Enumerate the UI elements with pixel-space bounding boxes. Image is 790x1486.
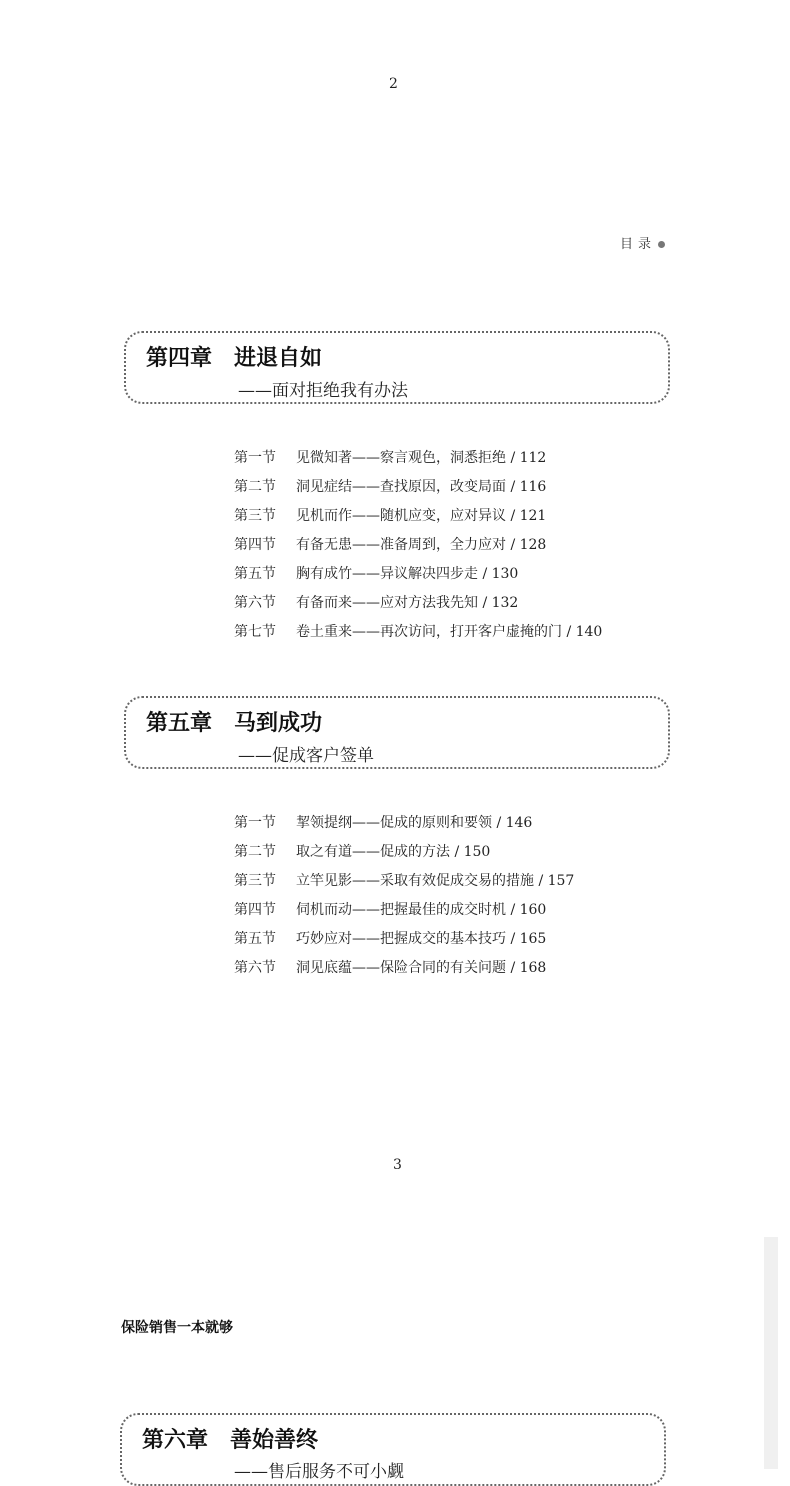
toc-entry[interactable]	[234, 867, 574, 896]
chapter-6-title[interactable]	[142, 1423, 318, 1454]
toc-entry[interactable]	[234, 473, 602, 502]
chapter-number: 第六章	[142, 1427, 209, 1453]
section-text: 胸有成竹——异议解决四步走 / 130	[296, 566, 519, 582]
section-label: 第三节	[234, 873, 276, 889]
section-label: 第五节	[234, 931, 276, 947]
section-label: 第二节	[234, 479, 276, 495]
toc-entry[interactable]	[234, 531, 602, 560]
scrollbar-track[interactable]	[764, 1237, 778, 1469]
toc-entry[interactable]	[234, 896, 574, 925]
section-text: 巧妙应对——把握成交的基本技巧 / 165	[296, 931, 547, 947]
section-text: 取之有道——促成的方法 / 150	[296, 844, 491, 860]
section-label: 第七节	[234, 624, 276, 640]
section-text: 挈领提纲——促成的原则和要领 / 146	[296, 815, 533, 831]
section-text: 洞见底蕴——保险合同的有关问题 / 168	[296, 960, 547, 976]
chapter-name: 善始善终	[230, 1427, 319, 1453]
section-text: 见微知著——察言观色，洞悉拒绝 / 112	[296, 450, 547, 466]
toc-entry[interactable]	[234, 838, 574, 867]
chapter-4-section-list	[234, 444, 602, 647]
page-number: 3	[393, 1157, 402, 1173]
toc-entry[interactable]	[234, 618, 602, 647]
chapter-6-subtitle: ——售后服务不可小觑	[234, 1462, 404, 1482]
section-label: 第四节	[234, 902, 276, 918]
chapter-5-subtitle: ——促成客户签单	[238, 746, 374, 766]
section-label: 第一节	[234, 450, 276, 466]
chapter-number: 第四章	[146, 345, 213, 371]
section-text: 伺机而动——把握最佳的成交时机 / 160	[296, 902, 547, 918]
bullet-dot-icon	[658, 241, 665, 248]
chapter-name: 进退自如	[234, 345, 323, 371]
section-label: 第六节	[234, 960, 276, 976]
chapter-number: 第五章	[146, 710, 213, 736]
toc-entry[interactable]	[234, 589, 602, 618]
section-label: 第三节	[234, 508, 276, 524]
section-text: 卷土重来——再次访问，打开客户虚掩的门 / 140	[296, 624, 603, 640]
section-label: 第六节	[234, 595, 276, 611]
toc-entry[interactable]	[234, 925, 574, 954]
running-header-contents	[620, 233, 665, 252]
section-text: 见机而作——随机应变，应对异议 / 121	[296, 508, 547, 524]
chapter-4-subtitle: ——面对拒绝我有办法	[238, 381, 408, 401]
toc-entry[interactable]	[234, 954, 574, 983]
section-label: 第四节	[234, 537, 276, 553]
section-label: 第一节	[234, 815, 276, 831]
chapter-name: 马到成功	[234, 710, 323, 736]
section-text: 有备无患——准备周到，全力应对 / 128	[296, 537, 547, 553]
toc-entry[interactable]	[234, 502, 602, 531]
section-text: 有备而来——应对方法我先知 / 132	[296, 595, 519, 611]
running-header-book-title: 保险销售一本就够	[121, 1320, 233, 1336]
page-number: 2	[389, 76, 398, 92]
toc-entry[interactable]	[234, 809, 574, 838]
chapter-4-title[interactable]	[146, 341, 322, 372]
running-header-text: 目录	[620, 237, 657, 252]
chapter-5-title[interactable]	[146, 706, 322, 737]
toc-entry[interactable]	[234, 444, 602, 473]
section-label: 第二节	[234, 844, 276, 860]
toc-entry[interactable]	[234, 560, 602, 589]
chapter-5-section-list	[234, 809, 574, 983]
section-label: 第五节	[234, 566, 276, 582]
section-text: 立竿见影——采取有效促成交易的措施 / 157	[296, 873, 575, 889]
section-text: 洞见症结——查找原因，改变局面 / 116	[296, 479, 547, 495]
